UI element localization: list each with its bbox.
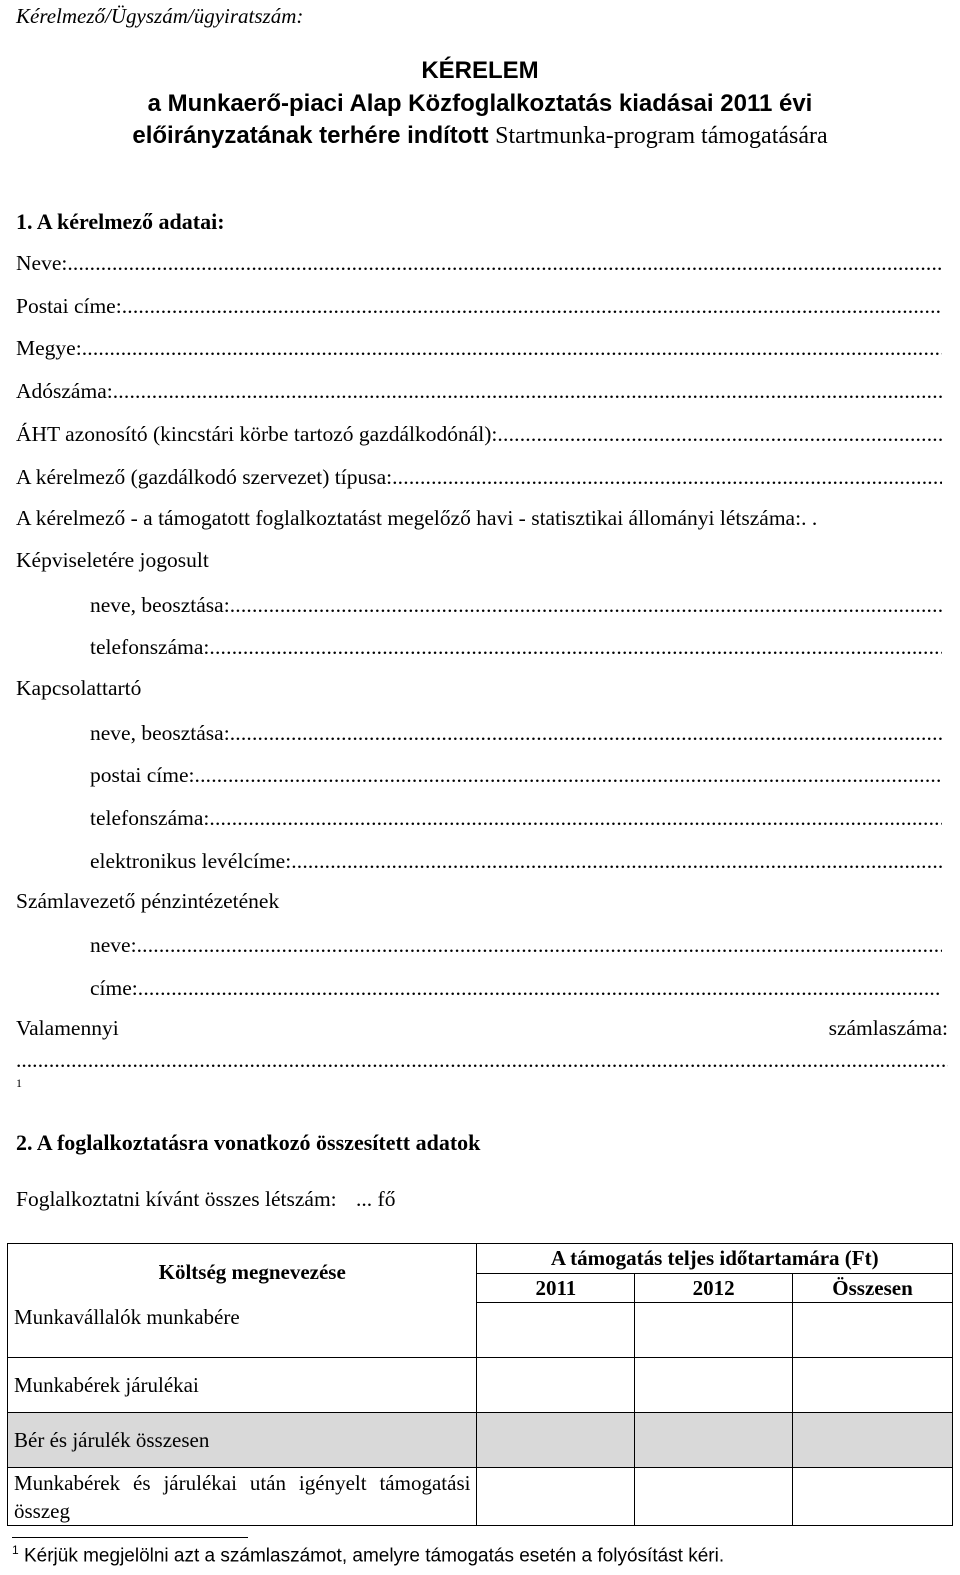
fill-in-dots [137, 933, 942, 958]
year-header-osszesen: Összesen [793, 1274, 953, 1303]
footnote-reference: 1 [16, 1076, 22, 1090]
cell-munkaber-2012[interactable] [635, 1303, 793, 1358]
kepviselet-heading: Képviseletére jogosult [16, 548, 209, 572]
field-label: telefonszáma: [90, 806, 210, 830]
section-2-heading: 2. A foglalkoztatásra vonatkozó összesített adatok [16, 1130, 481, 1155]
letszam-row[interactable] [16, 1187, 395, 1212]
field-label: neve, beosztása: [90, 721, 230, 745]
row-label-munkaber: Munkavállalók munkabére [8, 1303, 477, 1358]
cell-jarulek-2012[interactable] [635, 1358, 793, 1413]
letszam-value: ... [356, 1187, 373, 1211]
fill-in-dots [392, 465, 942, 490]
cell-munkaber-2011[interactable] [477, 1303, 635, 1358]
letszam-unit: fő [377, 1187, 396, 1211]
fill-in-dots [82, 336, 942, 361]
field-label: neve, beosztása: [90, 593, 230, 617]
field-kepviselo-telefon[interactable] [90, 632, 942, 660]
kapcsolattarto-heading: Kapcsolattartó [16, 676, 142, 700]
field-megye[interactable] [16, 333, 942, 361]
footnote-text: Kérjük megjelölni azt a számlaszámot, amelyre támogatás esetén a folyósítást kéri. [23, 1545, 725, 1567]
field-kapcsolattarto-email[interactable] [90, 846, 942, 874]
field-label: Postai címe: [16, 294, 122, 318]
support-group-header: A támogatás teljes időtartamára (Ft) [477, 1244, 953, 1274]
fill-in-dots [138, 976, 942, 1001]
reference-line: Kérelmező/Ügyszám/ügyiratszám: [16, 4, 304, 28]
row-label-jarulek: Munkabérek járulékai [8, 1358, 477, 1413]
field-letszam[interactable]: A kérelmező - a támogatott foglalkoztatást megelőző havi - statisztikai állományi létszáma:. . [16, 506, 818, 530]
document-subtitle-line-1: a Munkaerő-piaci Alap Közfoglalkoztatás kiadásai 2011 évi [147, 90, 813, 117]
cell-jarulek-2011[interactable] [477, 1358, 635, 1413]
cell-munkaber-osszesen[interactable] [793, 1303, 953, 1358]
field-kapcsolattarto-neve[interactable] [90, 718, 942, 746]
year-header-2011: 2011 [477, 1274, 635, 1303]
cell-osszesen-2012[interactable] [635, 1413, 793, 1468]
field-label: Neve: [16, 251, 68, 275]
footnote [12, 1543, 724, 1567]
fill-in-dots [113, 379, 942, 404]
cell-tamogatas-osszesen[interactable] [793, 1468, 953, 1526]
szamla-label-left: Valamennyi [16, 1016, 119, 1040]
field-szamlaszam[interactable] [16, 1045, 948, 1073]
field-label: Adószáma: [16, 379, 113, 403]
cost-header-cell [8, 1244, 477, 1303]
cell-jarulek-osszesen[interactable] [793, 1358, 953, 1413]
fill-in-dots [497, 422, 942, 447]
fill-in-dots [230, 721, 942, 746]
document-title: KÉRELEM [421, 57, 539, 84]
footnote-separator [12, 1537, 248, 1538]
row-label-tamogatasi-osszeg: Munkabérek és járulékai után igényelt támogatási összeg [8, 1468, 477, 1526]
bank-heading: Számlavezető pénzintézetének [16, 889, 280, 913]
field-label: postai címe: [90, 763, 195, 787]
cell-tamogatas-2012[interactable] [635, 1468, 793, 1526]
field-bank-cime[interactable] [90, 973, 942, 1001]
fill-in-dots [209, 635, 942, 660]
section-1-heading: 1. A kérelmező adatai: [16, 209, 225, 234]
field-value: ... [16, 1048, 33, 1072]
fill-in-dots [291, 849, 942, 874]
fill-in-dots [67, 251, 942, 276]
field-kerelmezo-tipusa[interactable] [16, 462, 942, 490]
field-adoszama[interactable] [16, 376, 942, 404]
fill-in-dots [32, 1048, 948, 1073]
field-bank-neve[interactable] [90, 930, 942, 958]
field-kepviselo-neve[interactable] [90, 590, 942, 618]
footnote-number: 1 [12, 1543, 19, 1557]
field-label: elektronikus levélcíme: [90, 849, 292, 873]
cell-osszesen-osszesen[interactable] [793, 1413, 953, 1468]
cell-osszesen-2011[interactable] [477, 1413, 635, 1468]
field-aht-azonosito[interactable] [16, 419, 942, 447]
field-postai-cime[interactable] [16, 291, 942, 319]
subtitle-bold-part: előirányzatának terhére indított [132, 122, 489, 149]
letszam-label: Foglalkoztatni kívánt összes létszám: [16, 1187, 337, 1211]
field-label: Megye: [16, 336, 82, 360]
subtitle-plain-part: Startmunka-program támogatására [495, 123, 828, 149]
fill-in-dots [230, 593, 942, 618]
field-label: A kérelmező (gazdálkodó szervezet) típusa: [16, 465, 393, 489]
szamla-label-right: számlaszáma: [828, 1016, 948, 1040]
cost-table [7, 1243, 953, 1526]
fill-in-dots [122, 294, 942, 319]
row-label-ber-jarulek-osszesen: Bér és járulék összesen [8, 1413, 477, 1468]
field-label: címe: [90, 976, 138, 1000]
year-header-2012: 2012 [635, 1274, 793, 1303]
document-subtitle-line-2 [0, 122, 960, 150]
field-label: telefonszáma: [90, 635, 210, 659]
field-neve[interactable] [16, 248, 942, 276]
field-label: neve: [90, 933, 137, 957]
field-label: ÁHT azonosító (kincstári körbe tartozó gazdálkodónál): [16, 422, 498, 446]
fill-in-dots [209, 806, 942, 831]
cost-column-header: Költség megnevezése [158, 1260, 346, 1284]
field-kapcsolattarto-telefon[interactable] [90, 803, 942, 831]
fill-in-dots [195, 763, 943, 788]
cell-tamogatas-2011[interactable] [477, 1468, 635, 1526]
field-kapcsolattarto-postai[interactable] [90, 760, 942, 788]
